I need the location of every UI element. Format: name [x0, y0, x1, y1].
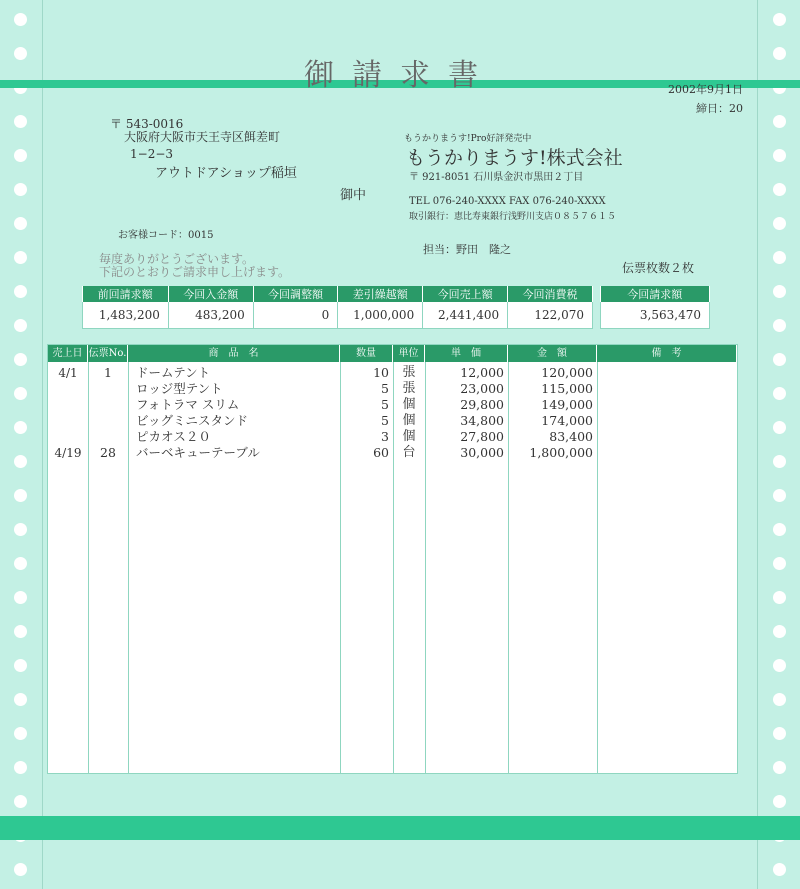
customer-address-1: 大阪府大阪市天王寺区餌差町: [124, 130, 281, 144]
row-unit-price: 12,000: [460, 365, 504, 380]
issuer-staff: 担当：野田 隆之: [423, 243, 511, 256]
feed-hole: [773, 863, 786, 876]
feed-hole: [14, 591, 27, 604]
customer-name: アウトドアショップ稲垣: [155, 166, 297, 181]
summary-value: 483,200: [168, 302, 253, 329]
issuer-company: もうかりまうす!株式会社: [406, 147, 623, 169]
feed-hole: [14, 523, 27, 536]
column-divider: [597, 362, 598, 773]
feed-hole: [773, 217, 786, 230]
column-header-slip-number: 伝票No.: [88, 345, 128, 362]
row-unit: 張: [402, 365, 416, 380]
feed-hole: [773, 727, 786, 740]
column-header-amount: 金 額: [508, 345, 597, 362]
feed-hole: [14, 421, 27, 434]
feed-hole: [773, 591, 786, 604]
issuer-tagline: もうかりまうす!Pro好評発売中: [404, 134, 532, 144]
greeting-line-1: 毎度ありがとうございます。: [99, 252, 255, 266]
feed-hole: [14, 149, 27, 162]
summary-value: 0: [253, 302, 338, 329]
column-header-unit: 単位: [393, 345, 425, 362]
feed-hole: [14, 285, 27, 298]
row-unit: 個: [402, 413, 416, 428]
customer-address-2: 1−2−3: [130, 147, 174, 161]
column-header-item-name: 商 品 名: [128, 345, 340, 362]
row-quantity: 3: [381, 429, 389, 444]
column-divider: [340, 362, 341, 773]
row-item-name: ロッジ型テント: [136, 381, 223, 396]
row-amount: 115,000: [541, 381, 593, 396]
feed-hole: [773, 149, 786, 162]
column-divider: [425, 362, 426, 773]
feed-hole: [773, 13, 786, 26]
row-unit-price: 29,800: [460, 397, 504, 412]
column-divider: [88, 362, 89, 773]
row-slip-number: 1: [104, 365, 112, 380]
row-quantity: 5: [381, 381, 389, 396]
summary-value-row: [83, 302, 593, 329]
feed-hole: [14, 115, 27, 128]
summary-value: 1,000,000: [338, 302, 423, 329]
summary-header: 今回調整額: [253, 286, 338, 302]
total-header: 今回請求額: [601, 286, 710, 302]
summary-header: 今回売上額: [423, 286, 508, 302]
feed-hole: [773, 761, 786, 774]
total-table: [600, 286, 710, 329]
summary-value: 2,441,400: [423, 302, 508, 329]
summary-header: 今回消費税: [508, 286, 593, 302]
feed-hole: [14, 863, 27, 876]
row-amount: 120,000: [541, 365, 593, 380]
row-item-name: バーベキューテーブル: [136, 445, 260, 460]
feed-hole: [14, 557, 27, 570]
summary-header: 今回入金額: [168, 286, 253, 302]
feed-hole: [773, 523, 786, 536]
column-divider: [393, 362, 394, 773]
closing-day: 締日：20: [696, 102, 743, 115]
issue-date: 2002年9月1日: [668, 83, 743, 96]
summary-header: 前回請求額: [83, 286, 169, 302]
row-amount: 83,400: [549, 429, 593, 444]
row-quantity: 60: [373, 445, 389, 460]
row-unit: 個: [402, 397, 416, 412]
row-unit-price: 30,000: [460, 445, 504, 460]
feed-hole: [773, 421, 786, 434]
detail-table: [47, 344, 738, 774]
row-slip-number: 28: [100, 445, 116, 460]
column-header-quantity: 数量: [340, 345, 393, 362]
feed-hole: [773, 115, 786, 128]
summary-header: 差引繰越額: [338, 286, 423, 302]
summary-value: 122,070: [508, 302, 593, 329]
row-quantity: 5: [381, 413, 389, 428]
feed-hole: [14, 455, 27, 468]
row-unit: 台: [402, 445, 416, 460]
feed-hole: [14, 693, 27, 706]
feed-hole: [773, 557, 786, 570]
feed-hole: [14, 217, 27, 230]
column-header-sale-date: 売上日: [48, 345, 88, 362]
feed-hole: [14, 795, 27, 808]
row-item-name: フォトラマ スリム: [136, 397, 240, 412]
row-quantity: 5: [381, 397, 389, 412]
page-title: 御請求書: [304, 58, 496, 93]
feed-hole: [773, 353, 786, 366]
feed-hole: [773, 251, 786, 264]
feed-hole: [14, 183, 27, 196]
feed-hole: [773, 285, 786, 298]
column-header-remarks: 備 考: [597, 345, 737, 362]
feed-hole: [14, 761, 27, 774]
row-sale-date: 4/1: [58, 366, 78, 380]
row-amount: 174,000: [541, 413, 593, 428]
summary-header-row: [83, 286, 593, 302]
row-amount: 149,000: [541, 397, 593, 412]
feed-hole: [14, 727, 27, 740]
right-feed-strip: [757, 0, 800, 889]
column-divider: [508, 362, 509, 773]
feed-hole: [773, 319, 786, 332]
row-unit: 張: [402, 381, 416, 396]
greeting-line-2: 下記のとおりご請求申し上げます。: [99, 265, 291, 279]
feed-hole: [14, 251, 27, 264]
feed-hole: [14, 625, 27, 638]
feed-hole: [773, 489, 786, 502]
feed-hole: [14, 387, 27, 400]
row-item-name: ビッグミニスタンド: [136, 413, 249, 428]
feed-hole: [773, 795, 786, 808]
column-header-unit-price: 単 価: [425, 345, 508, 362]
row-unit-price: 23,000: [460, 381, 504, 396]
left-feed-strip: [0, 0, 43, 889]
customer-code: お客様コード：0015: [118, 230, 214, 241]
feed-hole: [773, 183, 786, 196]
row-unit-price: 27,800: [460, 429, 504, 444]
row-item-name: ドームテント: [136, 365, 211, 380]
feed-hole: [773, 693, 786, 706]
total-value: 3,563,470: [601, 302, 710, 329]
issuer-tel-fax: TEL 076-240-XXXX FAX 076-240-XXXX: [409, 196, 606, 207]
row-unit-price: 34,800: [460, 413, 504, 428]
row-sale-date: 4/19: [54, 446, 82, 460]
summary-table: [82, 286, 593, 329]
feed-hole: [773, 455, 786, 468]
issuer-address: 〒 921-8051 石川県金沢市黒田２丁目: [409, 172, 584, 183]
feed-hole: [14, 13, 27, 26]
summary-value: 1,483,200: [83, 302, 169, 329]
feed-hole: [773, 387, 786, 400]
row-item-name: ピカオス２０: [136, 429, 211, 444]
feed-hole: [14, 489, 27, 502]
slip-count: 伝票枚数２枚: [622, 261, 695, 275]
issuer-bank: 取引銀行：恵比寿東銀行浅野川支店０８５７６１５: [409, 212, 617, 222]
row-amount: 1,800,000: [529, 445, 593, 460]
row-unit: 個: [402, 429, 416, 444]
customer-honorific: 御中: [340, 188, 367, 203]
footer-band: [0, 816, 800, 840]
feed-hole: [14, 353, 27, 366]
feed-hole: [773, 625, 786, 638]
customer-postal: 〒 543-0016: [110, 117, 184, 131]
column-divider: [128, 362, 129, 773]
feed-hole: [14, 319, 27, 332]
feed-hole: [14, 659, 27, 672]
row-quantity: 10: [373, 365, 389, 380]
feed-hole: [773, 659, 786, 672]
